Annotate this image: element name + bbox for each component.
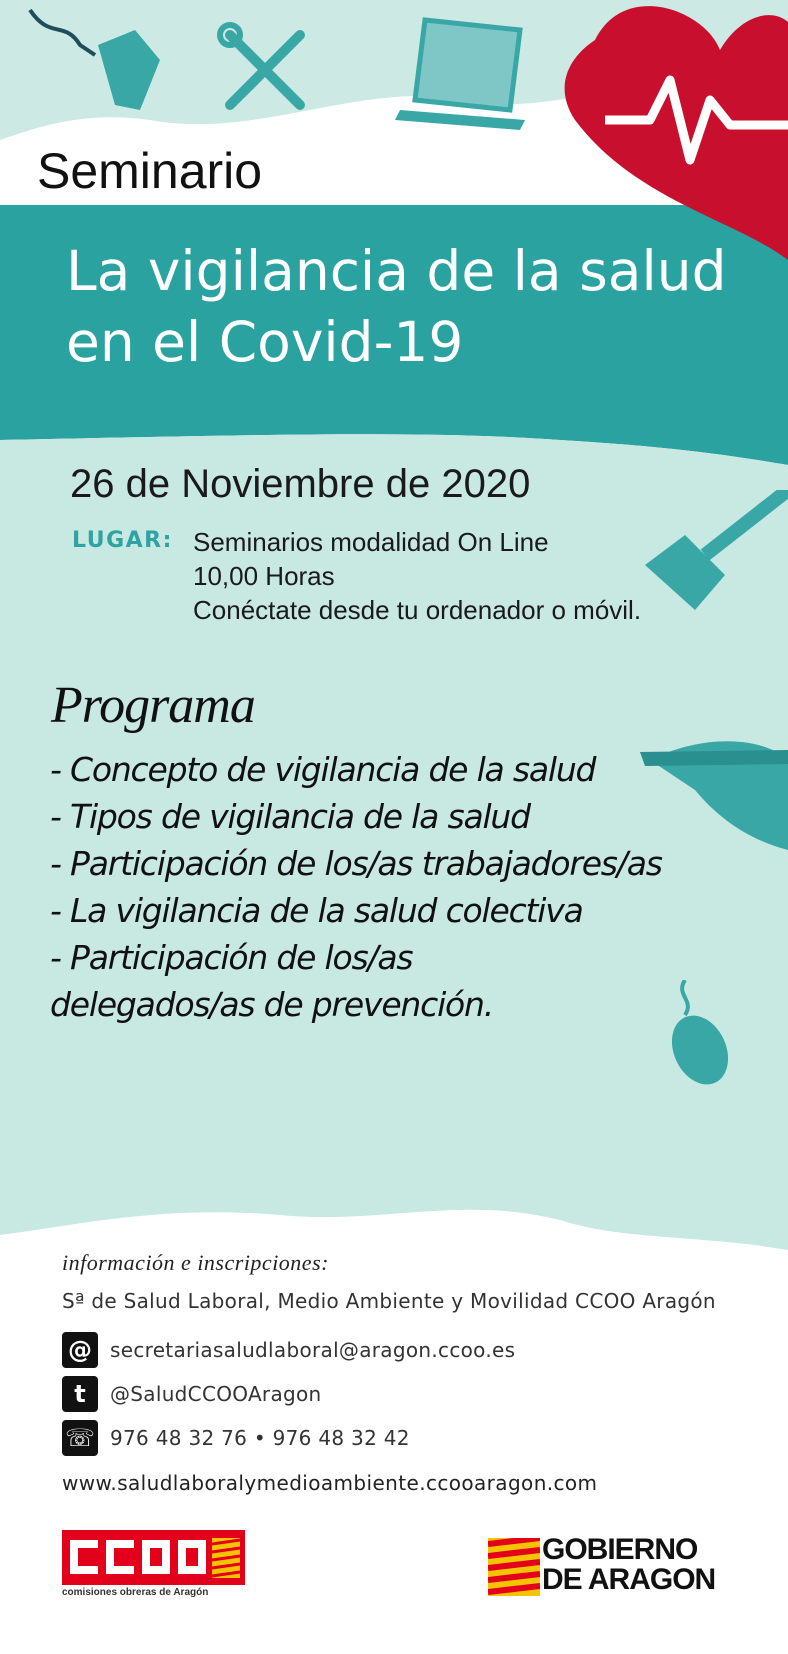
program-heading: Programa [51,677,255,734]
aragon-flag-icon [488,1538,540,1596]
gobierno-line-1: GOBIERNO [542,1533,698,1566]
program-item: - Participación de los/as trabajadores/as [50,844,662,883]
phone-icon: ☏ [62,1420,98,1456]
place-details [193,525,641,627]
contact-email[interactable]: secretariasaludlaboral@aragon.ccoo.es [110,1338,516,1362]
website-link[interactable]: www.saludlaboralymedioambiente.ccooaragon.com [62,1471,598,1495]
contact-email-row [62,1332,515,1368]
gobierno-line-2: DE ARAGON [542,1563,716,1596]
program-item: - Concepto de vigilancia de la salud [50,750,596,789]
gobierno-aragon-logo [542,1535,715,1595]
shovel-icon [640,490,788,620]
program-item: - La vigilancia de la salud colectiva [50,891,583,930]
contact-phone-row [62,1420,410,1456]
title-line-1: La vigilancia de la salud [66,239,727,303]
program-item: delegados/as de prevención. [50,985,494,1024]
heart-icon [555,0,788,265]
title-line-2: en el Covid-19 [66,310,464,374]
twitter-icon: t [62,1376,98,1412]
program-item: - Tipos de vigilancia de la salud [50,797,530,836]
ccoo-logo [62,1530,245,1585]
mouse-icon [655,980,745,1090]
program-list [50,746,662,1028]
laptop-icon [395,15,535,135]
ccoo-tagline: comisiones obreras de Aragón [62,1587,209,1598]
program-item: - Participación de los/as [50,938,413,977]
contact-phones: 976 48 32 76 • 976 48 32 42 [110,1426,410,1450]
place-line: 10,00 Horas [193,561,335,591]
wrench-screwdriver-icon [215,20,315,120]
event-date: 26 de Noviembre de 2020 [70,462,531,506]
hardhat-icon [640,730,788,870]
page-title [66,236,727,378]
place-line: Conéctate desde tu ordenador o móvil. [193,595,642,625]
place-label: LUGAR: [72,528,173,553]
seminar-kicker: Seminario [37,143,263,199]
hammer-icon [20,0,190,120]
contact-twitter-row [62,1376,322,1412]
at-icon: @ [62,1332,98,1368]
info-title: información e inscripciones: [62,1250,329,1275]
contact-twitter[interactable]: @SaludCCOOAragon [110,1382,322,1406]
place-line: Seminarios modalidad On Line [193,527,549,557]
info-organization: Sª de Salud Laboral, Medio Ambiente y Movilidad CCOO Aragón [62,1289,716,1313]
